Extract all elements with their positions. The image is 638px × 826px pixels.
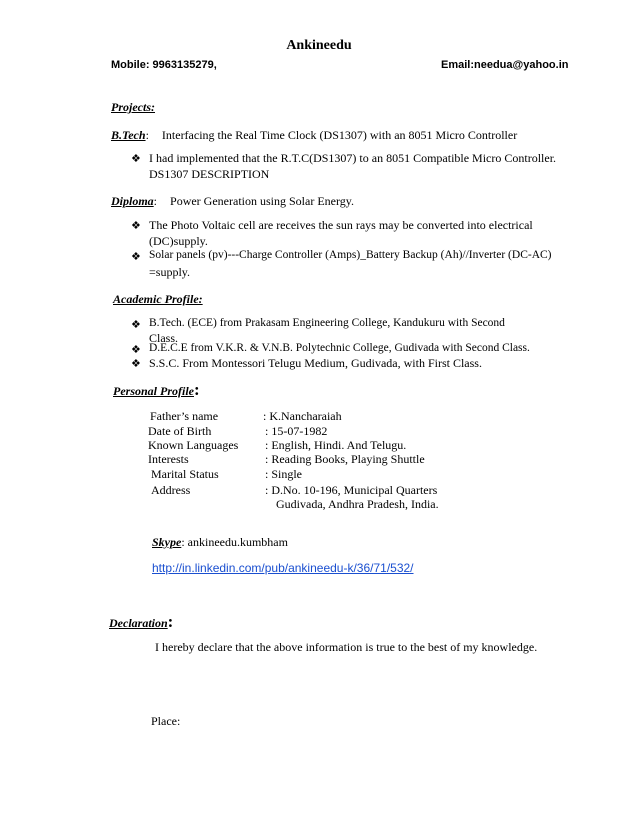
projects-heading: Projects: (111, 100, 155, 114)
academic-heading: Academic Profile: (113, 292, 203, 306)
profile-label-marital: Marital Status (151, 467, 219, 481)
profile-value-father: : K.Nancharaiah (263, 409, 342, 423)
linkedin-link[interactable]: http://in.linkedin.com/pub/ankineedu-k/36/71/532/ (152, 561, 414, 575)
profile-value-address-line2: Gudivada, Andhra Pradesh, India. (276, 497, 439, 511)
skype-label: Skype (152, 535, 182, 549)
diploma-bullet2-line2: =supply. (149, 265, 190, 279)
profile-value-interests: : Reading Books, Playing Shuttle (265, 452, 425, 466)
declaration-text: I hereby declare that the above information is true to the best of my knowledge. (155, 640, 538, 654)
btech-bullet-line2: DS1307 DESCRIPTION (149, 167, 270, 181)
declaration-heading-line (109, 612, 173, 632)
resume-name: Ankineedu (286, 38, 352, 53)
profile-value-address: : D.No. 10-196, Municipal Quarters (265, 483, 438, 497)
diploma-project-title: Power Generation using Solar Energy. (170, 194, 354, 208)
btech-colon: : (145, 128, 149, 142)
diamond-bullet-icon: ❖ (131, 344, 141, 356)
profile-label-languages: Known Languages (148, 438, 239, 452)
mobile-number: Mobile: 9963135279, (111, 59, 217, 71)
declaration-heading-colon: : (167, 612, 174, 631)
profile-label-dob: Date of Birth (148, 424, 212, 438)
academic-item-3: S.S.C. From Montessori Telugu Medium, Gudivada, with First Class. (149, 356, 482, 370)
diploma-bullet1-line2: (DC)supply. (149, 234, 208, 248)
profile-label-address: Address (151, 483, 191, 497)
diploma-bullet1-line1: The Photo Voltaic cell are receives the sun rays may be converted into electrical (149, 218, 533, 232)
diamond-bullet-icon: ❖ (131, 319, 141, 331)
email-address: Email:needua@yahoo.in (441, 59, 569, 71)
academic-item-1-line1: B.Tech. (ECE) from Prakasam Engineering College, Kandukuru with Second (149, 317, 505, 329)
diamond-bullet-icon: ❖ (131, 220, 141, 232)
profile-value-languages: : English, Hindi. And Telugu. (265, 438, 407, 452)
btech-project-line (111, 128, 517, 143)
diamond-bullet-icon: ❖ (131, 153, 141, 165)
diploma-project-line (111, 194, 354, 209)
diamond-bullet-icon: ❖ (131, 358, 141, 370)
place-label: Place: (151, 714, 181, 728)
profile-label-interests: Interests (148, 452, 189, 466)
personal-heading-colon: : (194, 380, 200, 399)
profile-value-dob: : 15-07-1982 (265, 424, 328, 438)
declaration-heading: Declaration (109, 616, 168, 630)
diploma-colon: : (153, 194, 158, 208)
profile-label-father: Father’s name (150, 409, 219, 423)
skype-line (152, 535, 288, 550)
diamond-bullet-icon: ❖ (131, 251, 141, 263)
skype-value: : ankineedu.kumbham (181, 535, 288, 549)
btech-project-title: Interfacing the Real Time Clock (DS1307) with an 8051 Micro Controller (161, 128, 518, 142)
academic-item-2: D.E.C.E from V.K.R. & V.N.B. Polytechnic College, Gudivada with Second Class. (149, 342, 530, 354)
btech-label: B.Tech (111, 128, 146, 142)
diploma-label: Diploma (111, 194, 154, 208)
personal-heading-line (113, 380, 200, 400)
academic-item-1-line2: Class. (149, 331, 179, 345)
btech-bullet-line1: I had implemented that the R.T.C(DS1307) to an 8051 Compatible Micro Controller. (149, 151, 557, 165)
profile-value-marital: : Single (265, 467, 303, 481)
diploma-bullet2-line1: Solar panels (pv)---Charge Controller (Amps)_Battery Backup (Ah)//Inverter (DC-AC) (149, 249, 552, 261)
personal-heading: Personal Profile (113, 384, 194, 398)
